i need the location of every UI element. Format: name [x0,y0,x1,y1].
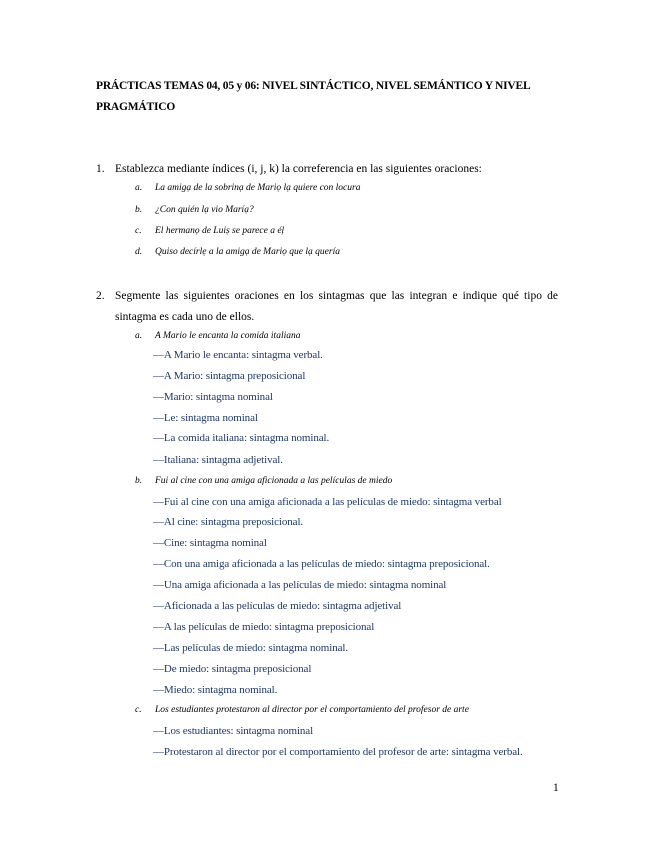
answer-line: —La comida italiana: sintagma nominal. [153,432,330,444]
q2-c-letter: c. [135,705,142,715]
answer-line: —A Mario: sintagma preposicional [153,370,306,382]
answer-line: —A las películas de miedo: sintagma preposicional [153,621,375,633]
answer-line: —A Mario le encanta: sintagma verbal. [153,349,323,361]
answer-line: —Italiana: sintagma adjetival. [153,454,283,466]
answer-line: —Miedo: sintagma nominal. [153,684,278,696]
q1-item-letter: d. [135,247,143,257]
answer-line: —Fui al cine con una amiga aficionada a las películas de miedo: sintagma verbal [153,496,502,508]
page-number: 1 [553,782,559,794]
q2-c-sentence: Los estudiantes protestaron al director por el comportamiento del profesor de arte [155,705,469,715]
q1-item-letter: c. [135,226,142,236]
q1-item-letter: a. [135,183,143,193]
question-2-text: Segmente las siguientes oraciones en los sintagmas que las integran e indique qué tipo de sintagma es cada uno de ellos. [115,290,558,323]
q2-a-sentence: A Mario le encanta la comida italiana [155,331,301,341]
answer-line: —Las películas de miedo: sintagma nominal. [153,642,348,654]
answer-line: —Aficionada a las películas de miedo: sintagma adjetival [153,600,402,612]
document-title: PRÁCTICAS TEMAS 04, 05 y 06: NIVEL SINTÁCTICO, NIVEL SEMÁNTICO Y NIVEL PRAGMÁTICO [96,80,530,113]
q1-item-text: ¿Con quién lạ vio Maríạ? [155,205,254,215]
answer-line: —Le: sintagma nominal [153,412,258,424]
answer-line: —Mario: sintagma nominal [153,391,273,403]
q1-item-letter: b. [135,205,143,215]
question-1-number: 1. [96,163,105,175]
answer-line: —De miedo: sintagma preposicional [153,663,312,675]
answer-line: —Cine: sintagma nominal [153,537,267,549]
q1-item-text: La amigạ de la sobrinạ de Mariọ lạ quiere con locura [155,183,361,193]
answer-line: —Con una amiga aficionada a las películas de miedo: sintagma preposicional. [153,558,490,570]
question-2-number: 2. [96,290,105,302]
answer-line: —Una amiga aficionada a las películas de miedo: sintagma nominal [153,579,447,591]
q2-b-letter: b. [135,476,143,486]
q1-item-text: Quiso decírlẹ a la amigạ de Mariọ que lạ quería [155,247,340,257]
answer-line: —Protestaron al director por el comportamiento del profesor de arte: sintagma verbal. [153,746,523,758]
answer-line: —Al cine: sintagma preposicional. [153,516,304,528]
question-1-text: Establezca mediante índices (i, j, k) la correferencia en las siguientes oraciones: [115,163,482,175]
q1-item-text: El hermanọ de Luiṣ se parece a éḷ [155,226,285,236]
q2-b-sentence: Fui al cine con una amiga aficionada a las películas de miedo [155,476,393,486]
q2-a-letter: a. [135,331,143,341]
answer-line: —Los estudiantes: sintagma nominal [153,725,314,737]
